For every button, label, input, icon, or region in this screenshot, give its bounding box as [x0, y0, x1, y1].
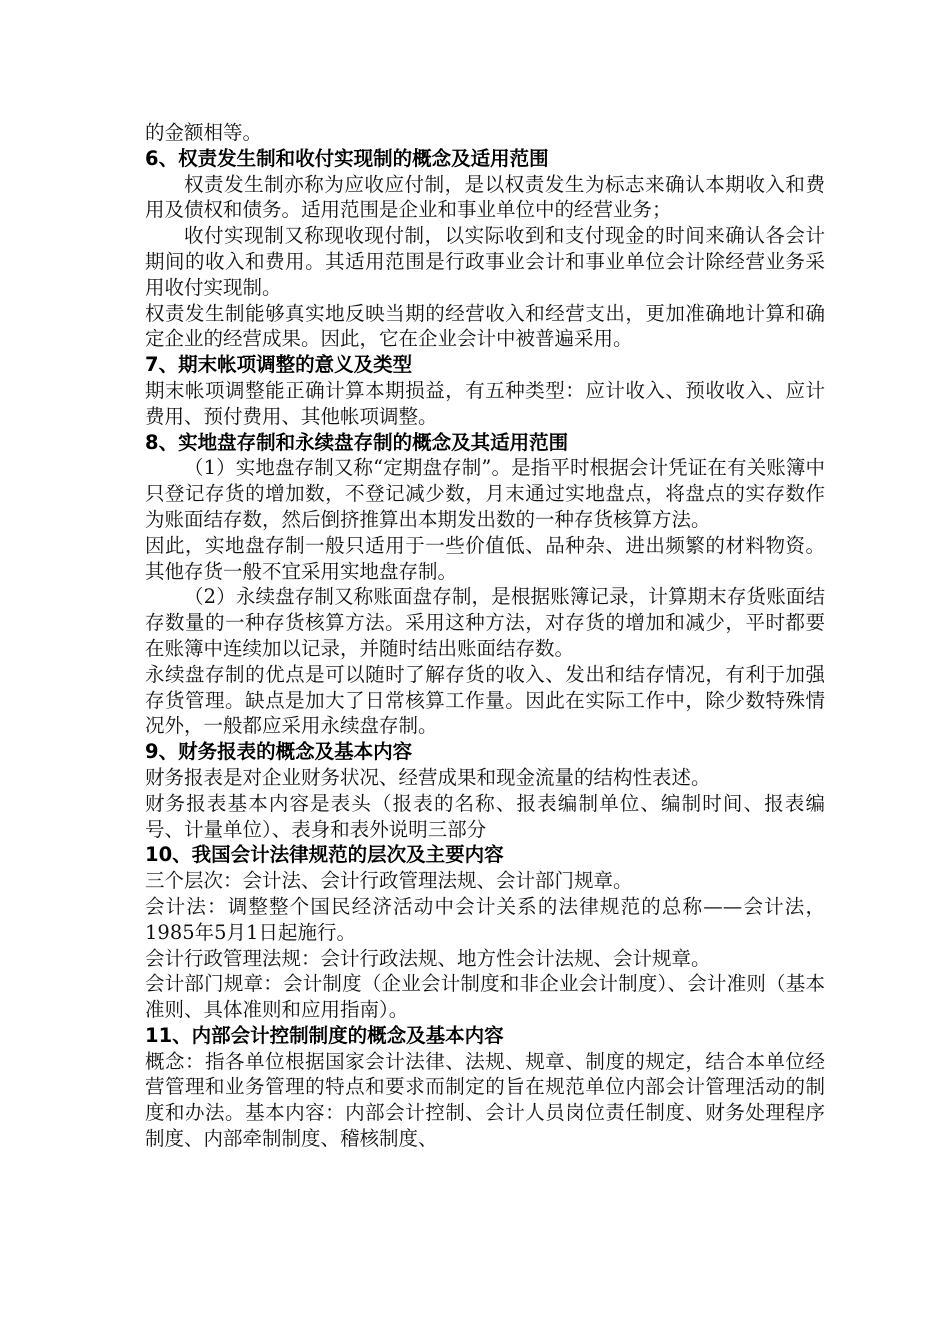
- section-heading: 7、期末帐项调整的意义及类型: [145, 353, 413, 377]
- body-paragraph: 概念：指各单位根据国家会计法律、法规、规章、制度的规定，结合本单位经营管理和业务管理的特点和要求而制定的旨在规范单位内部会计管理活动的制度和办法。基本内容：内部会计控制、会计人员岗位责任制度、财务处理程序制度、内部牵制制度、稽核制度、: [145, 1049, 825, 1151]
- body-paragraph: 权责发生制能够真实地反映当期的经营收入和经营支出，更加准确地计算和确定企业的经营成果。因此，它在企业会计中被普遍采用。: [145, 301, 825, 351]
- section-heading: 10、我国会计法律规范的层次及主要内容: [145, 843, 504, 867]
- section-heading: 6、权责发生制和收付实现制的概念及适用范围: [145, 146, 549, 170]
- body-paragraph: 因此，实地盘存制一般只适用于一些价值低、品种杂、进出频繁的材料物资。其他存货一般不宜采用实地盘存制。: [145, 533, 825, 583]
- body-paragraph: （2）永续盘存制又称账面盘存制，是根据账簿记录，计算期末存货账面结存数量的一种存货核算方法。采用这种方法，对存货的增加和减少，平时都要在账簿中连续加以记录，并随时结出账面结存数。: [145, 585, 825, 660]
- body-paragraph: 会计部门规章：会计制度（企业会计制度和非企业会计制度）、会计准则（基本准则、具体准则和应用指南）。: [145, 972, 825, 1022]
- body-paragraph: 财务报表是对企业财务状况、经营成果和现金流量的结构性表述。: [145, 765, 711, 789]
- body-paragraph: （1）实地盘存制又称“定期盘存制”。是指平时根据会计凭证在有关账簿中只登记存货的增加数，不登记减少数，月末通过实地盘点，将盘点的实存数作为账面结存数，然后倒挤推算出本期发出数的一种存货核算方法。: [145, 456, 825, 531]
- body-paragraph: 三个层次：会计法、会计行政管理法规、会计部门规章。: [145, 869, 633, 893]
- body-paragraph: 权责发生制亦称为应收应付制，是以权责发生为标志来确认本期收入和费用及债权和债务。适用范围是企业和事业单位中的经营业务；: [145, 172, 825, 222]
- body-paragraph: 期末帐项调整能正确计算本期损益，有五种类型：应计收入、预收收入、应计费用、预付费用、其他帐项调整。: [145, 378, 825, 428]
- section-heading: 8、实地盘存制和永续盘存制的概念及其适用范围: [145, 430, 569, 454]
- body-paragraph: 会计法：调整整个国民经济活动中会计关系的法律规范的总称——会计法，1985年5月1日起施行。: [145, 894, 825, 944]
- body-paragraph: 收付实现制又称现收现付制，以实际收到和支付现金的时间来确认各会计期间的收入和费用。其适用范围是行政事业会计和事业单位会计除经营业务采用收付实现制。: [145, 224, 825, 299]
- body-paragraph: 会计行政管理法规：会计行政法规、地方性会计法规、会计规章。: [145, 946, 711, 970]
- section-heading: 11、内部会计控制制度的概念及基本内容: [145, 1023, 504, 1047]
- section-heading: 9、财务报表的概念及基本内容: [145, 740, 413, 764]
- document-page: [145, 120, 825, 1152]
- body-paragraph: 永续盘存制的优点是可以随时了解存货的收入、发出和结存情况，有利于加强存货管理。缺点是加大了日常核算工作量。因此在实际工作中，除少数特殊情况外，一般都应采用永续盘存制。: [145, 662, 825, 738]
- body-paragraph: 的金额相等。: [145, 121, 263, 144]
- body-paragraph: 财务报表基本内容是表头（报表的名称、报表编制单位、编制时间、报表编号、计量单位）、表身和表外说明三部分: [145, 791, 825, 841]
